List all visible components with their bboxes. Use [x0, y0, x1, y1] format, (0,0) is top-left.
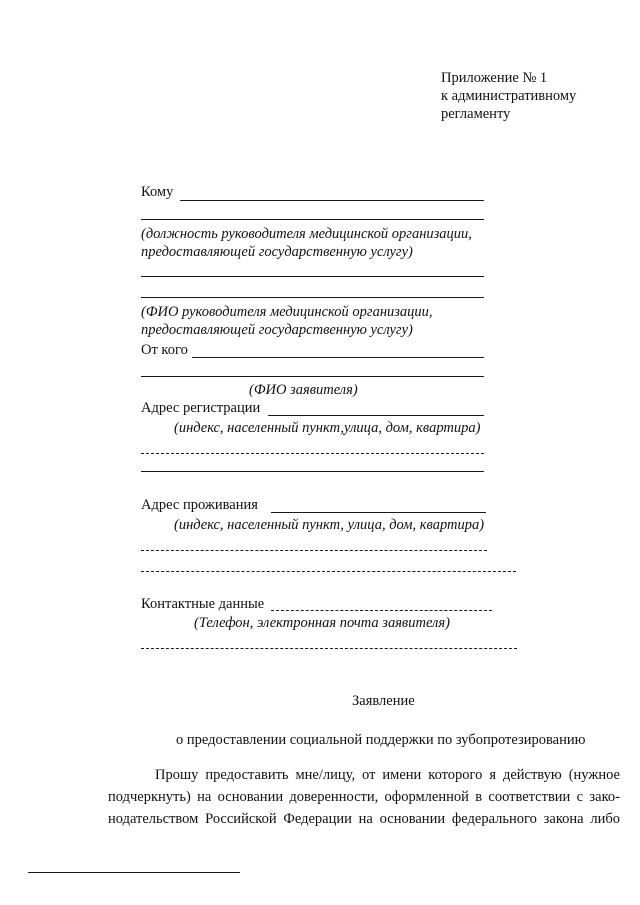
from-field-line-2[interactable]	[141, 376, 484, 377]
contacts-line-2[interactable]	[141, 648, 517, 649]
appendix-regulation: регламенту	[441, 106, 511, 122]
reg-address-hint: (индекс, населенный пункт,улица, дом, квартира)	[174, 420, 481, 436]
reg-address-line-2[interactable]	[141, 453, 484, 454]
from-label: От кого	[141, 342, 188, 358]
applicant-hint: (ФИО заявителя)	[249, 382, 358, 398]
fio-field-line-1[interactable]	[141, 276, 484, 277]
to-label: Кому	[141, 184, 174, 200]
fio-field-line-2[interactable]	[141, 297, 484, 298]
to-field-line-2[interactable]	[141, 219, 484, 220]
statement-paragraph-line-3: нодательством Российской Федерации на основании федерального закона либо	[108, 811, 620, 827]
footnote-separator	[28, 872, 240, 873]
live-address-hint: (индекс, населенный пункт, улица, дом, квартира)	[174, 517, 485, 533]
reg-address-line-3[interactable]	[141, 471, 484, 472]
live-address-label: Адрес проживания	[141, 497, 258, 513]
position-hint-2: предоставляющей государственную услугу)	[141, 244, 413, 260]
contacts-field-line[interactable]	[271, 610, 492, 611]
statement-paragraph-line-2: подчеркнуть) на основании доверенности, оформленной в соответствии с зако-	[108, 789, 620, 805]
contacts-label: Контактные данные	[141, 596, 265, 612]
fio-hint-2: предоставляющей государственную услугу)	[141, 322, 413, 338]
appendix-to: к административному	[441, 88, 577, 104]
appendix-number: Приложение № 1	[441, 70, 548, 86]
live-address-line-3[interactable]	[141, 571, 516, 572]
fio-hint-1: (ФИО руководителя медицинской организации,	[141, 304, 433, 320]
to-field-line[interactable]	[180, 200, 484, 201]
statement-paragraph-line-1: Прошу предоставить мне/лицу, от имени которого я действую (нужное	[155, 767, 620, 783]
statement-subtitle: о предоставлении социальной поддержки по зубопротезированию	[176, 732, 586, 748]
position-hint-1: (должность руководителя медицинской организации,	[141, 226, 472, 242]
live-address-line-2[interactable]	[141, 550, 487, 551]
contacts-hint: (Телефон, электронная почта заявителя)	[194, 615, 450, 631]
statement-title: Заявление	[352, 693, 415, 709]
from-field-line[interactable]	[192, 357, 484, 358]
reg-address-label: Адрес регистрации	[141, 400, 261, 416]
reg-address-field-line[interactable]	[268, 415, 484, 416]
live-address-field-line[interactable]	[271, 512, 486, 513]
